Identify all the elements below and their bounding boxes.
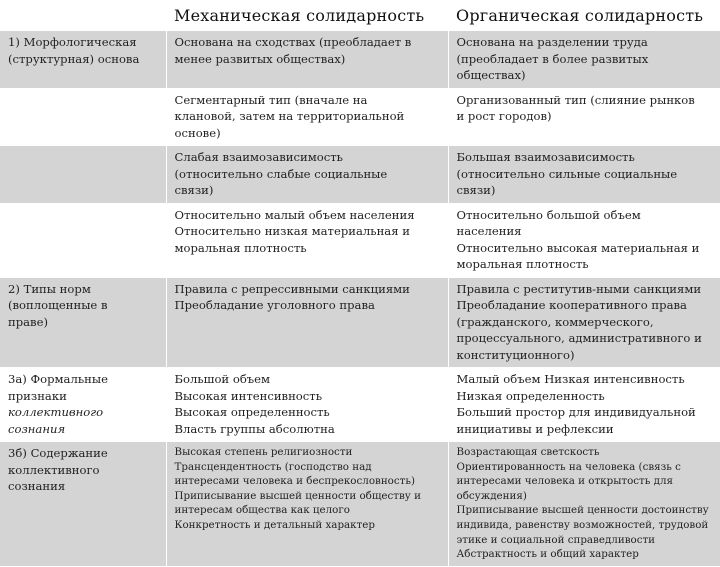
cell-line: Относительно высокая материальная и xyxy=(456,240,700,255)
mechanical-cell xyxy=(166,88,448,146)
cell-line: (относительно слабые социальные xyxy=(174,166,388,181)
cell-line: инициативы и рефлексии xyxy=(456,421,614,436)
cell-line: моральная плотность xyxy=(456,257,589,271)
cell-line: Трансцендентность (господство над xyxy=(174,460,372,473)
cell-line: Правила с реститутив-ными санкциями xyxy=(456,281,702,296)
mechanical-cell xyxy=(166,368,448,442)
criterion-cell xyxy=(0,203,166,277)
cell-line: Организованный тип (слияние рынков xyxy=(456,92,695,107)
cell-line: процессуального, административного и xyxy=(456,331,702,345)
cell-line: Сегментарный тип (вначале на xyxy=(174,92,368,107)
cell-line: Малый объем Низкая интенсивность xyxy=(456,372,685,386)
cell-line: Слабая взаимозависимость xyxy=(174,150,343,164)
cell-line: сознания xyxy=(8,479,66,493)
organic-cell xyxy=(448,277,720,368)
cell-line: (относительно сильные социальные xyxy=(456,166,678,181)
organic-cell xyxy=(448,31,720,89)
cell-line: (структурная) основа xyxy=(8,51,140,66)
cell-line: коллективного xyxy=(8,462,100,477)
table-row xyxy=(0,203,720,277)
cell-line: интересами человека и открытость для xyxy=(456,475,674,488)
header-criterion xyxy=(0,0,166,31)
cell-line: Высокая степень религиозности xyxy=(174,446,353,458)
cell-line: населения xyxy=(456,224,522,238)
mechanical-cell xyxy=(166,442,448,567)
organic-cell xyxy=(448,203,720,277)
table-header-row xyxy=(0,0,720,31)
cell-line: Преобладание уголовного права xyxy=(174,298,375,312)
cell-line: Низкая определенность xyxy=(456,388,605,403)
cell-line: (воплощенные в xyxy=(8,298,108,312)
cell-line: Основана на сходствах (преобладает в xyxy=(174,35,412,49)
cell-line: менее развитых обществах) xyxy=(174,51,346,66)
cell-line: Правила с репрессивными санкциями xyxy=(174,281,410,296)
criterion-cell xyxy=(0,368,166,442)
cell-line: (преобладает в более развитых xyxy=(456,51,649,66)
header-mechanical-solidarity: Механическая солидарность xyxy=(166,0,448,31)
cell-line: Приписывание высшей ценности достоинству xyxy=(456,504,709,517)
cell-line: Власть группы абсолютна xyxy=(174,421,335,436)
cell-line: клановой, затем на территориальной xyxy=(174,109,405,123)
cell-line: признаки xyxy=(8,388,67,403)
cell-line: Больший простор для индивидуальной xyxy=(456,405,696,419)
cell-line: Относительно большой объем xyxy=(456,207,641,222)
organic-cell xyxy=(448,88,720,146)
cell-line: основе) xyxy=(174,125,221,140)
cell-line: 3б) Содержание xyxy=(8,446,108,460)
criterion-cell xyxy=(0,31,166,89)
cell-line: Преобладание кооперативного права xyxy=(456,298,687,312)
cell-line: связи) xyxy=(456,183,496,197)
cell-line: Относительно малый объем населения xyxy=(174,207,415,222)
table-row xyxy=(0,442,720,567)
cell-line: Ориентированность на человека (связь с xyxy=(456,460,681,473)
cell-line: индивида, равенству возможностей, трудовой xyxy=(456,518,709,531)
cell-line: Возрастающая светскость xyxy=(456,446,600,458)
cell-line: Относительно низкая материальная и xyxy=(174,224,410,238)
cell-line: Основана на разделении труда xyxy=(456,35,648,49)
cell-line: 3а) Формальные xyxy=(8,372,108,386)
cell-line: обществах) xyxy=(456,68,526,82)
cell-line: связи) xyxy=(174,183,214,197)
table-row xyxy=(0,31,720,89)
criterion-cell xyxy=(0,88,166,146)
table-row xyxy=(0,146,720,204)
criterion-cell xyxy=(0,277,166,368)
cell-line: и рост городов) xyxy=(456,109,552,123)
mechanical-cell xyxy=(166,146,448,204)
table-row xyxy=(0,368,720,442)
cell-line: обсуждения) xyxy=(456,489,527,502)
organic-cell xyxy=(448,442,720,567)
organic-cell xyxy=(448,368,720,442)
table-row xyxy=(0,88,720,146)
criterion-cell xyxy=(0,146,166,204)
cell-line: интересами человека и беспрекословность) xyxy=(174,475,415,488)
cell-line-italic: коллективного xyxy=(8,405,104,419)
cell-line: Большой объем xyxy=(174,372,271,386)
cell-line: 1) Морфологическая xyxy=(8,35,137,49)
cell-line: Большая взаимозависимость xyxy=(456,150,635,164)
cell-line: праве) xyxy=(8,314,48,329)
cell-line-italic: сознания xyxy=(8,421,66,436)
cell-line: Приписывание высшей ценности обществу и xyxy=(174,489,421,502)
cell-line: конституционного) xyxy=(456,347,575,362)
header-organic-solidarity: Органическая солидарность xyxy=(448,0,720,31)
mechanical-cell xyxy=(166,277,448,368)
cell-line: (гражданского, коммерческого, xyxy=(456,314,654,329)
cell-line: Абстрактность и общий характер xyxy=(456,548,639,561)
table-row xyxy=(0,277,720,368)
cell-line: этике и социальной справедливости xyxy=(456,533,656,546)
mechanical-cell xyxy=(166,203,448,277)
cell-line: моральная плотность xyxy=(174,240,307,255)
cell-line: Высокая интенсивность xyxy=(174,388,323,403)
organic-cell xyxy=(448,146,720,204)
cell-line: интересам общества как целого xyxy=(174,504,350,517)
cell-line: 2) Типы норм xyxy=(8,281,91,296)
cell-line: Конкретность и детальный характер xyxy=(174,518,375,531)
cell-line: Высокая определенность xyxy=(174,405,330,419)
mechanical-cell xyxy=(166,31,448,89)
criterion-cell xyxy=(0,442,166,567)
